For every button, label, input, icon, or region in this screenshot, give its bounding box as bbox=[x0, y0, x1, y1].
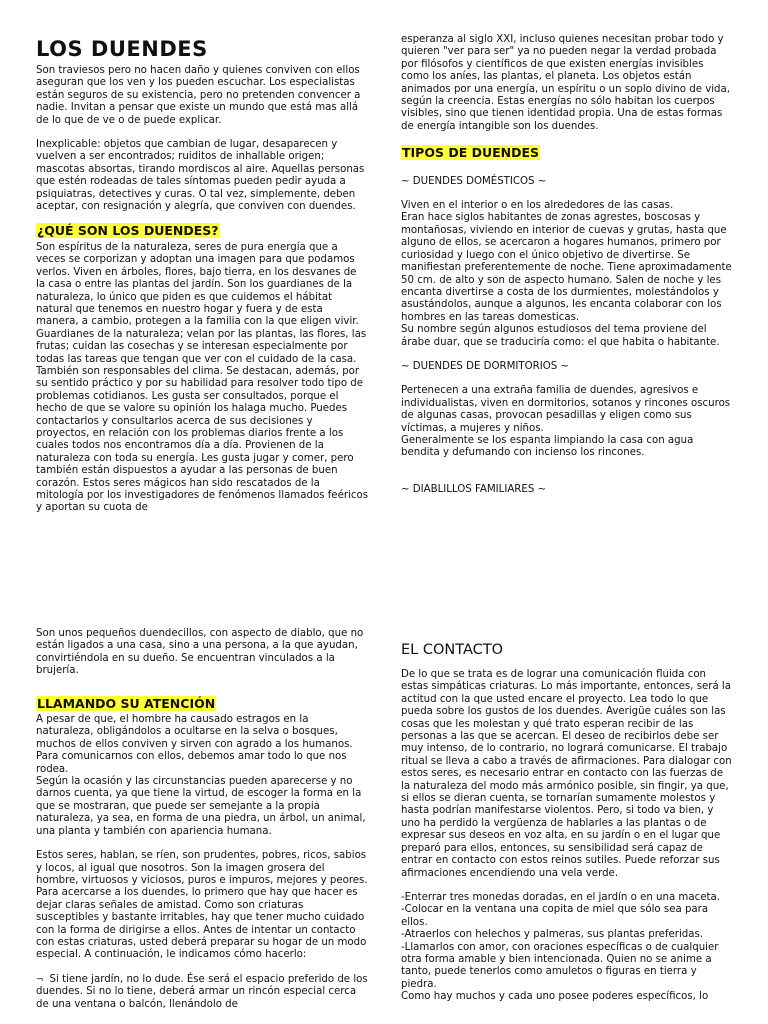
que-son-paragraph: Son espíritus de la naturaleza, seres de pura energía que a veces se corporizan y adoptan una imagen para que podamos verlos. Viven en árboles, flores, bajo tierra, en los desvanes de la casa o entre las plantas del jardín. Son los guardianes de la naturaleza, lo único que piden es que cuidemos el hábitat natural que tenemos en nuestro hogar y fuera y de esta manera, a cambio, protegen a la familia con la que eligen vivir. bbox=[36, 241, 359, 328]
continuation-line: Como hay muchos y cada uno posee poderes específicos, lo bbox=[401, 991, 709, 1003]
document-title: LOS DUENDES bbox=[36, 37, 208, 61]
esperanza-paragraph: esperanza al siglo XXI, incluso quienes necesitan probar todo y quieren "ver para ser" ya no pueden negar la verdad probada por filósofos y científicos de que existen energías invisibles como los aníes, las plantas, el planeta. Los objetos están animados por una energía, un espíritu o un soplo divino de vida, según la creencia. Estas energías no sólo habitan los cuerpos visibles, sino que tienen identidad propia. Una de estas formas de energía intangible son los duendes. bbox=[401, 34, 731, 132]
list-item: -Llamarlos con amor, con oraciones específicas o de cualquier otra forma amable y bien intencionada. Quien no se anime a tanto, puede tenerlos como amuletos o figuras en tierra y piedra. bbox=[401, 941, 719, 990]
guardianes-paragraph: Guardianes de la naturaleza; velan por las plantas, las flores, las frutas; cuidan las cosechas y se interesan especialmente por todas las tareas que tengan que ver con el cuidado de la casa. También son responsables del clima. Se destacan, además, por su sentido práctico y por su habilidad para resolver todo tipo de problemas cotidianos. Les gusta ser consultados, porque el hecho de que se valore su opinión los halaga mucho. Puedes contactarlos y consultarlos acerca de sus decisiones y proyectos, en relación con los problemas diarios frente a los cuales todos nos encontramos día a día. Provienen de la naturaleza con toda su energía. Les gusta jugar y comer, pero también están dispuestos a ayudar a las personas de buen corazón. Estos seres mágicos han sido rescatados de la mitología por los investigadores de fenómenos llamados feéricos y aportan su cuota de bbox=[36, 328, 369, 514]
contacto-paragraph: De lo que se trata es de lograr una comunicación fluida con estas simpáticas criaturas. Lo más importante, entonces, será la actitud con la que usted encare el proyecto. Lea todo lo que pueda sobre los gustos de los duendes. Averigüe cuáles son las cosas que les molestan y qué trato esperan recibir de las personas a las que se acercan. El deseo de recibirlos debe ser muy intenso, de lo contrario, no logrará comunicarse. El trabajo ritual se lleva a cabo a través de afirmaciones. Para dialogar con estos seres, es necesario entrar en contacto con las fuerzas de la naturaleza del modo más armónico posible, sin fingir, ya que, si ellos se dieran cuenta, se tornarían sumamente molestos y hasta podrían manifestarse violentos. Pero, si todo va bien, y uno ha perdido la vergüenza de hablarles a las plantas o de expresar sus deseos en voz alta, en su jardín o en el lugar que preparó para ellos, entonces, su sensibilidad será capaz de entrar en contacto con estos reinos sutiles. Puede reforzar sus afirmaciones encendiendo una vela verde. bbox=[401, 669, 732, 879]
subheading-domesticos: ~ DUENDES DOMÉSTICOS ~ bbox=[401, 175, 547, 187]
bullet-icon: ¬ bbox=[36, 974, 44, 985]
dormitorios-paragraph: Pertenecen a una extraña familia de duendes, agresivos e individualistas, viven en dormitorios, sotanos y rincones oscuros de algunas casas, provocan pesadillas y eligen como sus víctimas, a mujeres y niños. bbox=[401, 385, 731, 434]
left-column-top bbox=[36, 33, 368, 515]
intro-paragraph: Son traviesos pero no hacen daño y quienes conviven con ellos aseguran que los ven y los pueden escuchar. Los especialistas están seguros de su existencia, pero no pretenden convencer a nadie. Invitan a pensar que existe un mundo que está mas allá de lo que de ve o de puede explicar. bbox=[36, 65, 361, 126]
section-heading-que-son: ¿QUÉ SON LOS DUENDES? bbox=[37, 223, 219, 239]
right-column-bottom bbox=[401, 634, 733, 1004]
domesticos-origin: Su nombre según algunos estudiosos del tema proviene del árabe duar, que se traduciría como: el que habita o habitante. bbox=[401, 324, 720, 348]
section-heading-contacto: EL CONTACTO bbox=[401, 642, 504, 658]
left-column-bottom bbox=[36, 628, 368, 1011]
diablillos-paragraph: Son unos pequeños duendecillos, con aspecto de diablo, que no están ligados a una casa, sino a una persona, a la que ayudan, convirtiéndola en su dueño. Se encuentran vinculados a la brujería. bbox=[36, 628, 364, 677]
list-item: -Enterrar tres monedas doradas, en el jardín o en una maceta. bbox=[401, 891, 720, 903]
llamando-paragraph: A pesar de que, el hombre ha causado estragos en la naturaleza, obligándolos a ocultarse en la selva o bosques, muchos de ellos conviven y sirven con agrado a los humanos. Para comunicarnos con ellos, debemos amar todo lo que nos rodea. bbox=[36, 714, 353, 775]
domesticos-paragraph: Eran hace siglos habitantes de zonas agrestes, boscosas y montañosas, viviendo en interior de cuevas y grutas, hasta que alguno de ellos, se acercaron a hogares humanos, primero por curiosidad y luego con el único objetivo de divertirse. Se manifiestan preferentemente de noche. Tiene aproximadamente 50 cm. de alto y son de aspecto humano. Salen de noche y les encanta divertirse a costa de los durmientes, molestándolos y asustándolos, aunque a algunos, les encanta colaborar con los hombres en las tareas domesticas. bbox=[401, 212, 732, 323]
list-item: -Atraerlos con helechos y palmeras, sus plantas preferidas. bbox=[401, 929, 704, 941]
section-heading-tipos: TIPOS DE DUENDES bbox=[402, 145, 540, 161]
subheading-diablillos: ~ DIABLILLOS FAMILIARES ~ bbox=[401, 483, 547, 495]
jardin-text: Si tiene jardín, no lo dude. Ése será el espacio preferido de los duendes. Si no lo tiene, deberá armar un rincón especial cerca de una ventana o balcón, llenándolo de bbox=[36, 973, 368, 1010]
jardin-bullet bbox=[36, 974, 368, 1011]
dormitorios-remedy: Generalmente se los espanta limpiando la casa con agua bendita y defumando con incienso los rincones. bbox=[401, 434, 694, 459]
seres-paragraph: Estos seres, hablan, se ríen, son prudentes, pobres, ricos, sabios y locos, al igual que nosotros. Son la imagen grosera del hombre, virtuosos y viciosos, puros e impuros, mejores y peores. Para acercarse a los duendes, lo primero que hay que hacer es dejar claras señales de amistad. Como son criaturas susceptibles y bastante irritables, hay que tener mucho cuidado con la forma de dirigirse a ellos. Antes de intentar un contacto con estas criaturas, usted deberá preparar su hogar de un modo especial. A continuación, le indicamos cómo hacerlo: bbox=[36, 850, 368, 961]
subheading-dormitorios: ~ DUENDES DE DORMITORIOS ~ bbox=[401, 360, 569, 372]
domesticos-intro: Viven en el interior o en los alrededores de las casas. bbox=[401, 200, 674, 212]
inexplicable-paragraph: Inexplicable: objetos que cambian de lugar, desaparecen y vuelven a ser encontrados; ruiditos de inhallable origen; mascotas absortas, tirando mordiscos al aire. Aquellas personas que estén rodeadas de tales síntomas pueden pedir ayuda a psiquiatras, detectives y curas. O tal vez, simplemente, deben aceptar, con resignación y alegría, que conviven con duendes. bbox=[36, 139, 365, 213]
section-heading-llamando: LLAMANDO SU ATENCIÓN bbox=[37, 695, 216, 711]
right-column-top bbox=[401, 34, 733, 496]
ocasion-paragraph: Según la ocasión y las circunstancias pueden aparecerse y no darnos cuenta, ya que tiene la virtud, de escoger la forma en la que se mostraran, que puede ser semejante a la propia naturaleza, ya sea, en forma de una piedra, un árbol, un animal, una planta y también con apariencia humana. bbox=[36, 776, 366, 837]
list-item: -Colocar en la ventana una copita de miel que sólo sea para ellos. bbox=[401, 904, 709, 928]
